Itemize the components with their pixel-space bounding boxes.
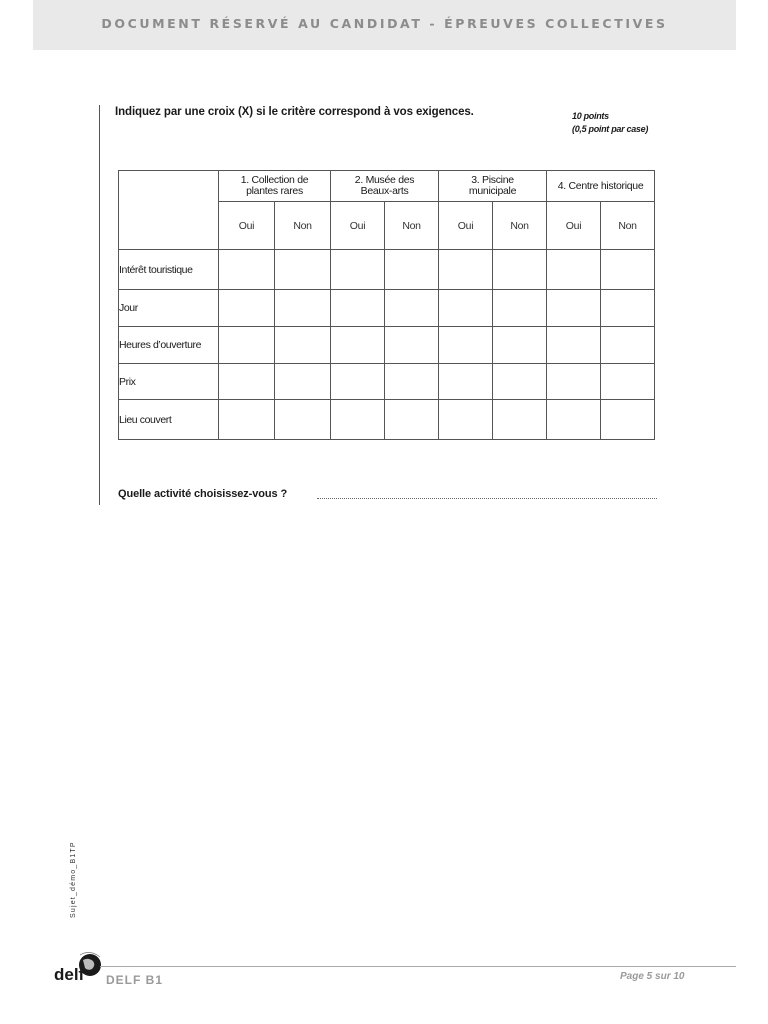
- answer-cell[interactable]: [439, 290, 493, 327]
- answer-cell[interactable]: [601, 327, 655, 364]
- activity-question: Quelle activité choisissez-vous ?: [118, 488, 288, 500]
- answer-cell[interactable]: [331, 364, 385, 400]
- answer-cell[interactable]: [219, 327, 275, 364]
- logo-text: delf: [54, 965, 85, 984]
- criterion-label: Lieu couvert: [119, 400, 219, 440]
- points-note: [572, 110, 648, 136]
- answer-cell[interactable]: [385, 327, 439, 364]
- answer-cell[interactable]: [493, 290, 547, 327]
- points-per-box: (0,5 point par case): [572, 124, 649, 134]
- column-header-1: [219, 171, 331, 202]
- table-row: [119, 290, 655, 327]
- top-banner: [33, 0, 736, 50]
- answer-cell[interactable]: [601, 290, 655, 327]
- points-total: 10 points: [572, 111, 609, 121]
- column-header-3-line2: municipale: [468, 185, 517, 197]
- answer-cell[interactable]: [219, 364, 275, 400]
- answer-cell[interactable]: [601, 400, 655, 440]
- answer-cell[interactable]: [331, 400, 385, 440]
- page-number: Page 5 sur 10: [620, 971, 685, 982]
- answer-cell[interactable]: [219, 250, 275, 290]
- answer-cell[interactable]: [275, 250, 331, 290]
- side-code: Sujet_démo_B1TP: [70, 841, 77, 918]
- non-label: Non: [493, 202, 547, 250]
- answer-cell[interactable]: [275, 327, 331, 364]
- answer-cell[interactable]: [547, 400, 601, 440]
- column-header-4: [547, 171, 655, 202]
- answer-cell[interactable]: [275, 290, 331, 327]
- criteria-table: [118, 170, 655, 440]
- answer-cell[interactable]: [275, 400, 331, 440]
- answer-cell[interactable]: [219, 400, 275, 440]
- answer-cell[interactable]: [493, 400, 547, 440]
- answer-cell[interactable]: [493, 327, 547, 364]
- oui-label: Oui: [547, 202, 601, 250]
- answer-cell[interactable]: [547, 250, 601, 290]
- footer-rule: [100, 966, 736, 967]
- table-row: [119, 250, 655, 290]
- answer-cell[interactable]: [275, 364, 331, 400]
- left-margin-rule: [99, 105, 100, 505]
- answer-dotted-line[interactable]: [317, 498, 657, 499]
- table-row: [119, 364, 655, 400]
- answer-cell[interactable]: [385, 400, 439, 440]
- column-header-1-line1: 1. Collection de: [240, 174, 309, 186]
- answer-cell[interactable]: [331, 290, 385, 327]
- answer-cell[interactable]: [439, 250, 493, 290]
- answer-cell[interactable]: [385, 364, 439, 400]
- answer-cell[interactable]: [547, 364, 601, 400]
- answer-cell[interactable]: [493, 364, 547, 400]
- answer-cell[interactable]: [385, 250, 439, 290]
- answer-cell[interactable]: [493, 250, 547, 290]
- oui-label: Oui: [331, 202, 385, 250]
- oui-label: Oui: [219, 202, 275, 250]
- column-header-2: [331, 171, 439, 202]
- table-corner-cell: [119, 171, 219, 250]
- table-row: [119, 327, 655, 364]
- answer-cell[interactable]: [601, 250, 655, 290]
- table-row: [119, 400, 655, 440]
- criterion-label: Prix: [119, 364, 219, 400]
- instruction-text: Indiquez par une croix (X) si le critère correspond à vos exigences.: [115, 106, 474, 118]
- column-header-1-line2: plantes rares: [246, 185, 303, 197]
- answer-cell[interactable]: [601, 364, 655, 400]
- column-header-2-line2: Beaux-arts: [360, 185, 409, 197]
- answer-cell[interactable]: [219, 290, 275, 327]
- non-label: Non: [601, 202, 655, 250]
- answer-cell[interactable]: [547, 290, 601, 327]
- answer-cell[interactable]: [439, 400, 493, 440]
- criterion-label: Jour: [119, 290, 219, 327]
- banner-title: DOCUMENT RÉSERVÉ AU CANDIDAT - ÉPREUVES COLLECTIVES: [101, 16, 668, 31]
- column-header-2-line1: 2. Musée des: [354, 174, 415, 186]
- answer-cell[interactable]: [439, 327, 493, 364]
- non-label: Non: [385, 202, 439, 250]
- answer-cell[interactable]: [331, 327, 385, 364]
- answer-cell[interactable]: [439, 364, 493, 400]
- answer-cell[interactable]: [385, 290, 439, 327]
- footer-exam-name: DELF B1: [106, 973, 164, 987]
- column-header-3-line1: 3. Piscine: [471, 174, 514, 186]
- criterion-label: Intérêt touristique: [119, 250, 219, 290]
- criterion-label: Heures d’ouverture: [119, 327, 219, 364]
- oui-label: Oui: [439, 202, 493, 250]
- delf-logo: [52, 948, 102, 988]
- answer-cell[interactable]: [331, 250, 385, 290]
- column-header-3: [439, 171, 547, 202]
- answer-cell[interactable]: [547, 327, 601, 364]
- column-header-4-line1: 4. Centre historique: [557, 179, 644, 192]
- non-label: Non: [275, 202, 331, 250]
